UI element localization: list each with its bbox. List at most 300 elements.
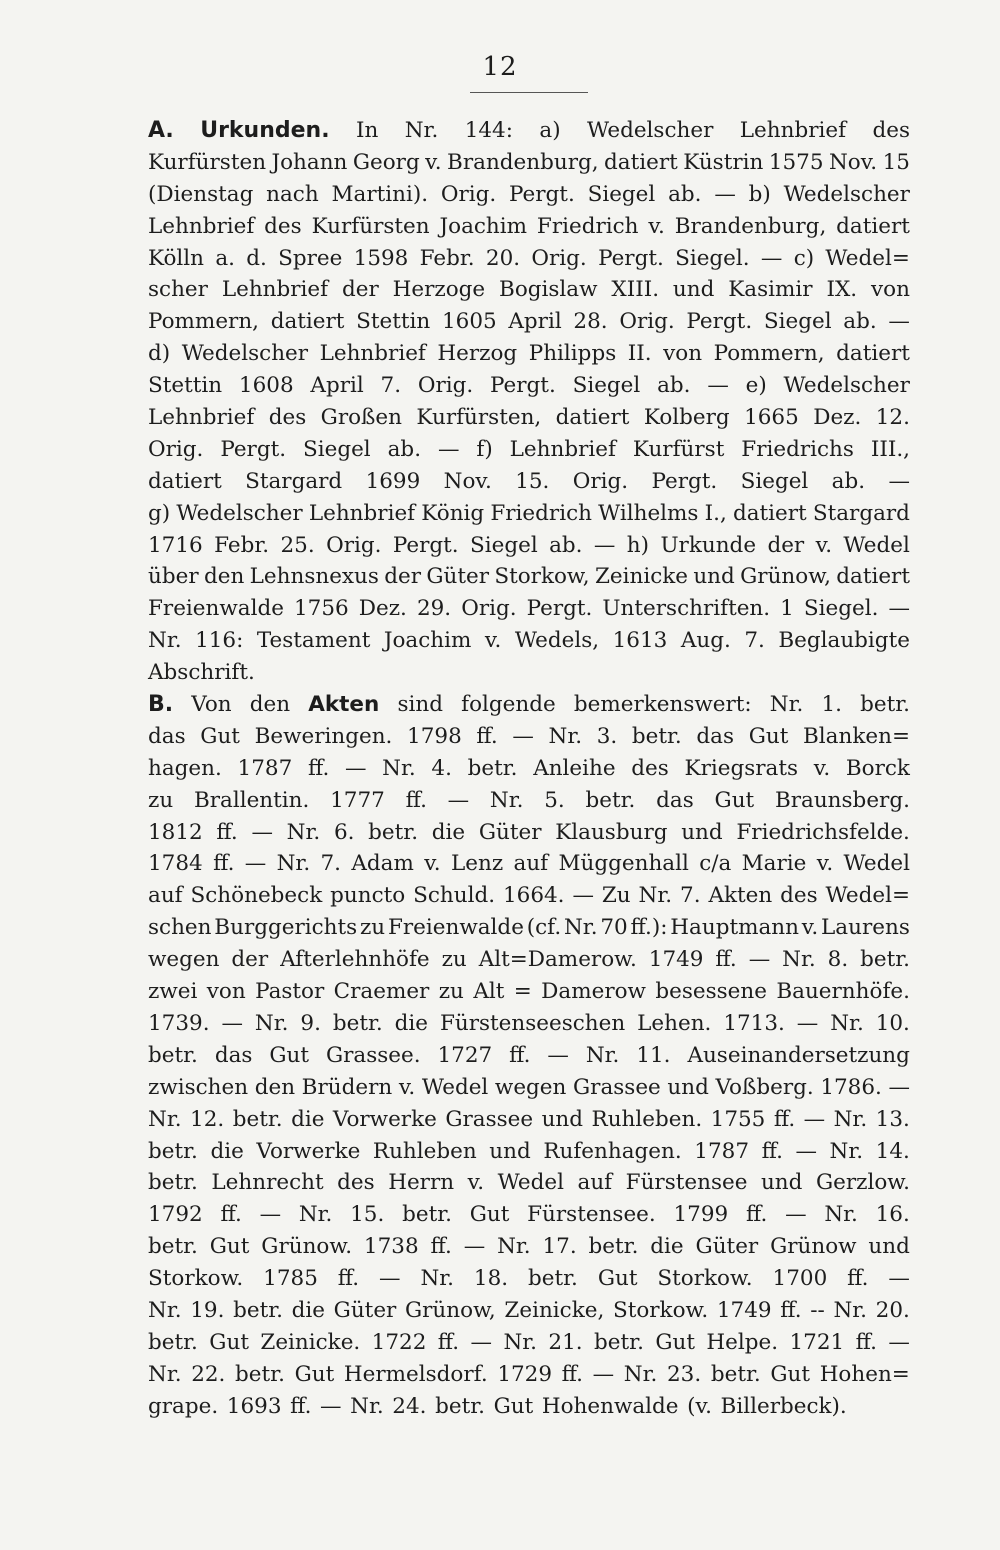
word: Wedel: [497, 1170, 564, 1196]
word: Pergt.: [598, 245, 664, 271]
word: 1727: [437, 1042, 493, 1068]
word: ff.: [220, 1202, 242, 1228]
word: Nr.: [148, 628, 182, 654]
word: 3.: [596, 723, 618, 749]
word: der: [341, 277, 379, 303]
word: —: [795, 1138, 817, 1164]
word: Zeinicke.: [260, 1329, 361, 1355]
word: Martini).: [331, 181, 429, 207]
word: 1787: [694, 1138, 749, 1164]
word: 4.: [431, 755, 452, 781]
word: betr.: [148, 1170, 198, 1196]
word: 1664.: [502, 883, 565, 909]
word: —: [547, 1042, 569, 1068]
word: 1713.: [723, 1010, 785, 1036]
word: König: [421, 500, 485, 526]
word: nach: [266, 181, 319, 207]
word: 1722: [371, 1329, 427, 1355]
word: 1665: [744, 405, 799, 431]
word: (cf.: [526, 915, 562, 941]
word: 1729: [497, 1361, 553, 1387]
word: Nr.: [404, 118, 439, 143]
word: Gut: [597, 1266, 638, 1292]
word: bemerkenswert:: [573, 692, 752, 718]
text-line: [148, 912, 910, 944]
word: 7.: [680, 883, 701, 909]
word: die: [210, 1138, 244, 1164]
word: wegen: [494, 1074, 567, 1100]
word: Fürstenseeschen: [439, 1010, 626, 1036]
word: v.: [648, 213, 665, 239]
word: Friedrichsfelde.: [736, 819, 910, 845]
word: ab.: [831, 468, 866, 494]
word: Müggenhall: [558, 851, 689, 877]
word: =: [513, 979, 532, 1005]
word: Akten: [708, 883, 773, 909]
word: Unterschriften.: [602, 596, 771, 622]
word: Siegel: [470, 532, 538, 558]
word: Hermelsdorf.: [343, 1361, 488, 1387]
word: über: [148, 564, 199, 590]
word: Lehnbrief: [739, 118, 847, 143]
word: —: [320, 1393, 342, 1419]
word: Craemer: [333, 979, 430, 1005]
word: Grünow,: [404, 1297, 496, 1323]
word: 9.: [300, 1010, 321, 1036]
word: ff.):: [630, 915, 668, 941]
word: c): [793, 245, 815, 271]
word: Pergt.: [490, 373, 556, 399]
word: v.: [424, 851, 441, 877]
word: Nr.: [489, 787, 524, 813]
word: Burggerichts: [214, 915, 358, 941]
word: das: [696, 723, 735, 749]
word: d.: [246, 245, 267, 271]
section-heading: B.: [148, 692, 174, 718]
word: datiert: [836, 213, 910, 239]
word: ff.: [337, 1266, 360, 1292]
text-line: [148, 147, 910, 179]
word: Lehnbrief: [509, 436, 616, 462]
word: —: [572, 883, 594, 909]
word: —: [888, 309, 910, 335]
word: Akten: [308, 692, 380, 718]
word: 1799: [673, 1202, 729, 1228]
word: 6.: [333, 819, 355, 845]
word: I.,: [704, 500, 727, 526]
page-number: 12: [482, 52, 518, 82]
word: Stettin: [148, 373, 223, 399]
word: sind: [397, 692, 443, 718]
word: Nr.: [829, 1138, 864, 1164]
word: datiert: [555, 405, 630, 431]
word: 1792: [148, 1202, 203, 1228]
word: Fürstensee: [625, 1170, 748, 1196]
word: —: [803, 1106, 826, 1132]
word: Stargard: [812, 500, 910, 526]
word: Pergt.: [509, 181, 575, 207]
word: Grassee: [573, 1074, 661, 1100]
word: 7.: [744, 628, 765, 654]
word: 13.: [875, 1106, 910, 1132]
word: Grünow,: [740, 564, 831, 590]
word: Klausburg: [555, 819, 668, 845]
word: 7.: [320, 851, 342, 877]
word: a.: [215, 245, 235, 271]
word: Pergt.: [651, 468, 718, 494]
word: 1755: [710, 1106, 766, 1132]
word: Gut: [770, 1361, 811, 1387]
word: Billerbeck).: [720, 1393, 847, 1419]
text-line: [148, 1263, 910, 1295]
word: Wedels,: [514, 628, 600, 654]
word: Siegel.: [675, 245, 750, 271]
word: 1716: [148, 532, 203, 558]
word: 29.: [416, 596, 452, 622]
text-line: [148, 561, 910, 593]
word: des: [268, 405, 307, 431]
word: wegen: [148, 947, 220, 973]
word: des: [264, 213, 302, 239]
word: —: [888, 1266, 910, 1292]
word: ff.: [430, 1234, 452, 1260]
word: Zeinicke,: [504, 1297, 605, 1323]
word: 22.: [191, 1361, 226, 1387]
word: Wedel: [843, 851, 910, 877]
word: Orig.: [619, 309, 675, 335]
word: —: [785, 1202, 807, 1228]
text-line: [148, 274, 910, 306]
word: Storkow,: [494, 564, 590, 590]
word: Grassee: [445, 1106, 534, 1132]
word: —: [470, 1329, 493, 1355]
word: Friedrich: [536, 213, 639, 239]
word: Gut: [209, 1329, 249, 1355]
word: 23.: [667, 1361, 702, 1387]
word: Gerzlow.: [815, 1170, 910, 1196]
word: Ruhleben: [372, 1138, 477, 1164]
word: 15.: [515, 468, 550, 494]
word: —: [437, 436, 460, 462]
word: ff.: [780, 1297, 802, 1323]
word: Kasimir: [728, 277, 813, 303]
word: Braunsberg.: [774, 787, 910, 813]
word: Herzoge: [392, 277, 486, 303]
word: Nr.: [298, 1202, 333, 1228]
word: und: [672, 277, 715, 303]
word: Nov.: [828, 149, 878, 175]
word: Nr.: [276, 851, 311, 877]
word: Rufenhagen.: [543, 1138, 682, 1164]
word: Lehnbrief: [308, 500, 416, 526]
word: 1738: [363, 1234, 419, 1260]
word: den: [249, 692, 291, 718]
word: April: [508, 309, 562, 335]
word: zwei: [148, 979, 198, 1005]
word: v.: [816, 851, 834, 877]
word: v.: [425, 149, 442, 175]
word: Gut: [209, 1234, 250, 1260]
text-line: [148, 1231, 910, 1263]
word: Brandenburg,: [674, 213, 827, 239]
word: zu: [148, 787, 174, 813]
word: Orig.: [440, 181, 497, 207]
word: betr.: [235, 1361, 285, 1387]
word: hagen.: [148, 755, 222, 781]
word: Nr.: [350, 1393, 384, 1419]
word: Brandenburg,: [447, 149, 599, 175]
word: Gut: [714, 787, 755, 813]
word: Ruhleben.: [591, 1106, 703, 1132]
word: Lehnbrief: [148, 213, 255, 239]
word: April: [310, 373, 364, 399]
word: ff.: [290, 1393, 312, 1419]
word: d): [148, 341, 171, 367]
word: 1749: [648, 947, 704, 973]
word: Gut: [200, 723, 240, 749]
word: In: [355, 118, 379, 143]
word: Kölln: [148, 245, 205, 271]
word: Aug.: [680, 628, 731, 654]
word: Wedelscher: [783, 181, 910, 207]
word: Joachim: [383, 628, 472, 654]
word: puncto: [330, 883, 406, 909]
word: e): [745, 373, 767, 399]
word: auf: [148, 883, 183, 909]
word: Lehnbrief: [221, 277, 329, 303]
word: folgende: [461, 692, 556, 718]
word: Wedel: [843, 532, 910, 558]
word: Güter: [333, 1297, 397, 1323]
word: betr.: [148, 1138, 198, 1164]
word: Brallentin.: [193, 787, 310, 813]
word: 1787: [237, 755, 293, 781]
word: betr.: [585, 787, 636, 813]
word: Philipps: [528, 341, 617, 367]
text-line: [148, 721, 910, 753]
text-line: [148, 1072, 910, 1104]
word: Pergt.: [220, 436, 287, 462]
text-line: [148, 689, 910, 721]
word: 1699: [365, 468, 421, 494]
word: Bauernhöfe.: [776, 979, 910, 1005]
word: betr.: [528, 1266, 578, 1292]
word: auf: [513, 851, 549, 877]
word: Siegel: [302, 436, 371, 462]
word: 1798: [407, 723, 462, 749]
word: Nr.: [382, 755, 416, 781]
word: 1784: [148, 851, 203, 877]
word: 5.: [544, 787, 565, 813]
word: Orig.: [572, 468, 629, 494]
word: Urkunde: [660, 532, 757, 558]
word: --: [810, 1297, 825, 1323]
text-line: [148, 1008, 910, 1040]
word: Helpe.: [706, 1329, 779, 1355]
text-line: [148, 179, 910, 211]
word: Gut: [655, 1329, 695, 1355]
word: Orig.: [461, 596, 517, 622]
word: —: [707, 373, 729, 399]
word: Vorwerke: [256, 1138, 361, 1164]
text-line: [148, 338, 910, 370]
word: Brüdern: [301, 1074, 393, 1100]
word: ff.: [509, 1042, 531, 1068]
word: die: [291, 1297, 325, 1323]
word: Bogislaw: [499, 277, 598, 303]
word: —: [888, 596, 910, 622]
word: Lehnbrief: [148, 405, 255, 431]
word: 28.: [573, 309, 608, 335]
word: der: [767, 532, 805, 558]
word: Nr.: [833, 1297, 867, 1323]
word: Siegel: [587, 181, 656, 207]
word: Afterlehnhöfe: [280, 947, 430, 973]
word: Herrn: [388, 1170, 455, 1196]
word: 1777: [330, 787, 385, 813]
word: zu: [441, 947, 467, 973]
word: Johann: [271, 149, 348, 175]
word: 12.: [190, 1106, 225, 1132]
word: das: [148, 723, 186, 749]
word: Zeinicke: [594, 564, 688, 590]
text-line: [148, 306, 910, 338]
word: Kurfürsten: [311, 213, 430, 239]
word: ff.: [216, 819, 238, 845]
body-text: [148, 115, 910, 1423]
word: 144:: [464, 118, 513, 143]
word: Fürstensee.: [527, 1202, 656, 1228]
word: Friedrich: [490, 500, 592, 526]
word: (v.: [687, 1393, 712, 1419]
text-line: [148, 211, 910, 243]
word: Wedelscher: [176, 500, 303, 526]
word: betr.: [860, 692, 910, 718]
word: (Dienstag: [148, 181, 254, 207]
word: Hohenwalde: [541, 1393, 679, 1419]
word: ff.: [561, 1361, 584, 1387]
word: 17.: [542, 1234, 577, 1260]
word: Lehnbrief: [319, 341, 426, 367]
word: ff.: [847, 1266, 869, 1292]
word: —: [796, 1010, 819, 1036]
word: ab.: [668, 181, 702, 207]
word: Kurfürst: [632, 436, 725, 462]
text-line: [148, 944, 910, 976]
word: 25.: [280, 532, 315, 558]
word: von: [206, 979, 246, 1005]
word: Siegel.: [803, 596, 879, 622]
word: Grünow: [770, 1234, 857, 1260]
word: Damerow: [541, 979, 646, 1005]
section-heading: Urkunden.: [200, 118, 330, 143]
word: —: [344, 755, 367, 781]
word: f): [476, 436, 493, 462]
word: —: [888, 1074, 910, 1100]
word: 1721: [789, 1329, 845, 1355]
word: Gut: [469, 1202, 510, 1228]
word: —: [593, 532, 616, 558]
word: der: [384, 564, 422, 590]
word: des: [631, 755, 669, 781]
word: Wedelscher: [181, 341, 309, 367]
word: ff.: [405, 787, 427, 813]
word: 1786.: [820, 1074, 882, 1100]
word: Kurfürsten: [148, 149, 267, 175]
word: 11.: [636, 1042, 671, 1068]
text-line: [148, 848, 910, 880]
word: die: [291, 1106, 325, 1132]
word: betr.: [332, 1010, 383, 1036]
word: 1785: [263, 1266, 318, 1292]
word: Nr.: [830, 1010, 864, 1036]
word: 18.: [473, 1266, 509, 1292]
word: betr.: [594, 1329, 644, 1355]
word: Storkow.: [148, 1266, 244, 1292]
word: Nr.: [148, 1297, 182, 1323]
word: schen: [148, 915, 212, 941]
word: Nr.: [585, 1042, 620, 1068]
word: zu: [438, 979, 464, 1005]
word: Pergt.: [526, 596, 593, 622]
word: —: [259, 1202, 282, 1228]
word: IX.: [826, 277, 858, 303]
word: und: [681, 819, 723, 845]
word: betr.: [232, 1106, 283, 1132]
word: ff.: [855, 1329, 877, 1355]
word: 19.: [190, 1297, 225, 1323]
word: 1693: [226, 1393, 282, 1419]
word: Güter: [426, 564, 490, 590]
word: Herzog: [437, 341, 518, 367]
text-line: [148, 1104, 910, 1136]
word: von: [663, 341, 703, 367]
word: Nov.: [443, 468, 492, 494]
word: Nr.: [824, 1202, 858, 1228]
word: 24.: [392, 1393, 427, 1419]
text-line: [148, 466, 910, 498]
word: auf: [577, 1170, 613, 1196]
word: zwischen: [148, 1074, 249, 1100]
word: Nr.: [638, 883, 673, 909]
word: das: [656, 787, 694, 813]
word: 1608: [238, 373, 294, 399]
word: Lehnrecht: [211, 1170, 324, 1196]
word: Blanken=: [803, 723, 910, 749]
text-line: [148, 370, 910, 402]
word: ff.: [715, 947, 737, 973]
word: der: [231, 947, 269, 973]
word: Nr.: [769, 692, 804, 718]
word: Wilhelms: [598, 500, 699, 526]
word: Beglaubigte: [778, 628, 910, 654]
word: Laurens: [821, 915, 910, 941]
word: von: [870, 277, 910, 303]
word: 8.: [827, 947, 849, 973]
word: Hohen=: [819, 1361, 910, 1387]
text-line: [148, 880, 910, 912]
word: Febr.: [214, 532, 270, 558]
word: 12.: [875, 405, 910, 431]
word: Orig.: [148, 436, 204, 462]
word: Pommern,: [713, 341, 825, 367]
word: 1.: [821, 692, 842, 718]
word: v.: [813, 755, 831, 781]
text-line: [148, 657, 910, 689]
word: ab.: [549, 532, 583, 558]
word: Testament: [256, 628, 371, 654]
word: Gut: [493, 1393, 534, 1419]
